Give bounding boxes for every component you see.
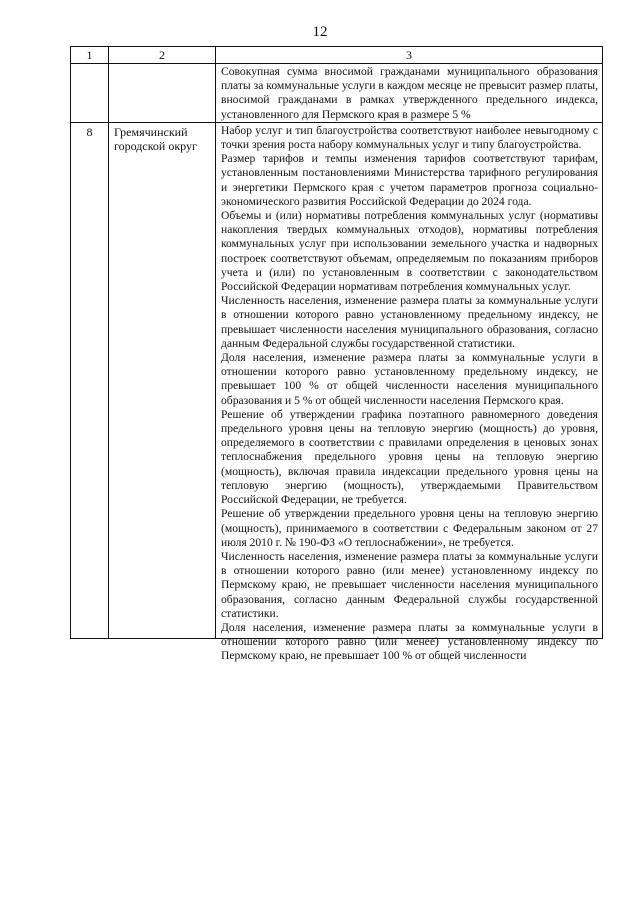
paragraph-service-set: Набор услуг и тип благоустройства соответствуют наиболее невыгодному с точки зрения роста набору коммунальных услуг и типу благоустройства. <box>221 123 598 152</box>
table-row <box>71 122 603 638</box>
paragraph-population-share: Доля населения, изменение размера платы за коммунальные услуги в отношении которого равно установленному предельному индексу, не превышает 100 % от общей численности населения муниципального образования и 5 % от общей численности населения Пермского края. <box>221 351 598 407</box>
document-table <box>70 46 603 663</box>
continuation-paragraph: Совокупная сумма вносимой гражданами муниципального образования платы за коммунальные услуги в каждом месяце не превысит размер платы, вносимой гражданами в рамках утвержденного предельного индекса, установленного для Пермского края в размере 5 % <box>221 65 598 121</box>
row-number: 8 <box>71 122 109 638</box>
table-row-continuation <box>71 64 603 123</box>
municipality-name: Гремячинский городской округ <box>109 122 216 638</box>
continuation-number-cell <box>71 64 109 123</box>
header-col-2: 2 <box>109 47 216 64</box>
paragraph-population-share-index-wrapper <box>221 620 598 663</box>
header-col-3: 3 <box>216 47 603 64</box>
paragraph-heat-price-limit: Решение об утверждении предельного уровня цены на тепловую энергию (мощность), принимаемого в соответствии с Федеральным законом от 27 июля 2010 г. № 190-ФЗ «О теплоснабжении», не требуется. <box>221 507 598 549</box>
table-header-row <box>71 47 603 64</box>
header-col-1: 1 <box>71 47 109 64</box>
continuation-content-cell <box>216 64 603 123</box>
page-number: 12 <box>312 24 328 40</box>
paragraph-population-count: Численность населения, изменение размера платы за коммунальные услуги в отношении которого равно установленному предельному индексу, не превышает численности населения муниципального образования, согласно данным Федеральной службы государственной статистики. <box>221 294 598 350</box>
paragraph-tariffs: Размер тарифов и темпы изменения тарифов соответствуют тарифам, установленным постановлениями Министерства тарифного регулирования и энергетики Пермского края с учетом параметров прогноза социально-экономического развития Российской Федерации до 2024 года. <box>221 152 598 208</box>
continuation-name-cell <box>109 64 216 123</box>
paragraph-population-share-index: Доля населения, изменение размера платы за коммунальные услуги в отношении которого равно (или менее) установленному индексу по Пермскому краю, не превышает 100 % от общей численности <box>221 620 598 663</box>
paragraph-heat-price-schedule: Решение об утверждении графика поэтапного равномерного доведения предельного уровня цены на тепловую энергию (мощность) до уровня, определяемого в соответствии с правилами определения в ценовых зонах теплоснабжения предельного уровня цены на тепловую энергию (мощность), включая правила индексации предельного уровня цены на тепловую энергию (мощность), утверждаемыми Правительством Российской Федерации, не требуется. <box>221 407 598 507</box>
paragraph-consumption-norms: Объемы и (или) нормативы потребления коммунальных услуг (нормативы накопления твердых коммунальных отходов), нормативы потребления коммунальных услуг при использовании земельного участка и надворных построек соответствуют объемам, определяемым по показаниям приборов учета и (или) по установленным в соответствии с законодательством Российской Федерации нормативам потребления коммунальных услуг. <box>221 209 598 294</box>
row-content-cell <box>216 122 603 663</box>
paragraph-population-count-index: Численность населения, изменение размера платы за коммунальные услуги в отношении которого равно (или менее) установленному индексу по Пермскому краю, не превышает численности населения муниципального образования, согласно данным Федеральной службы государственной статистики. <box>221 549 598 620</box>
